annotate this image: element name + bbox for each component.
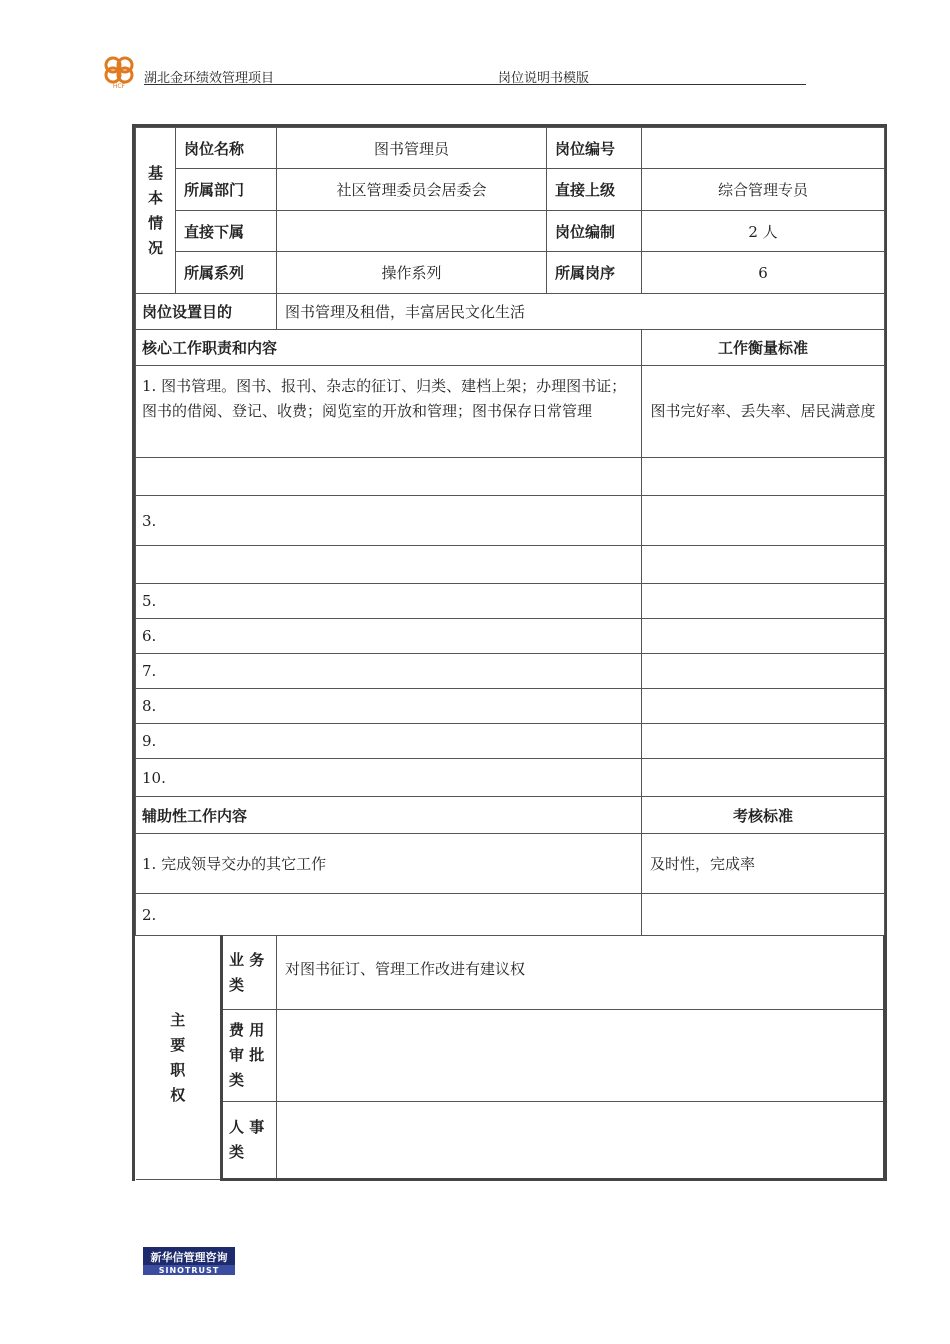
label-position-code: 岗位编号 [547, 128, 642, 169]
core-duty-5: 5. [136, 584, 642, 619]
aux-standard-2 [642, 894, 885, 936]
form-table [135, 127, 886, 1181]
value-purpose: 图书管理及租借，丰富居民文化生活 [277, 294, 885, 330]
core-duty-9: 9. [136, 724, 642, 759]
label-authority-personnel: 人 事 类 [222, 1102, 277, 1180]
aux-duty-2: 2. [136, 894, 642, 936]
label-department: 所属部门 [176, 169, 277, 211]
label-subordinates: 直接下属 [176, 211, 277, 252]
value-department: 社区管理委员会居委会 [277, 169, 547, 211]
svg-text:SINOTRUST: SINOTRUST [158, 1266, 220, 1275]
job-description-form [132, 124, 887, 1181]
aux-duty-1: 1. 完成领导交办的其它工作 [136, 834, 642, 894]
core-duty-8: 8. [136, 689, 642, 724]
core-standard-3 [642, 496, 885, 546]
label-position-name: 岗位名称 [176, 128, 277, 169]
core-standard-2 [642, 458, 885, 496]
core-standard-9 [642, 724, 885, 759]
label-direct-supervisor: 直接上级 [547, 169, 642, 211]
value-position-code [642, 128, 885, 169]
core-duties-header: 核心工作职责和内容 [136, 330, 642, 366]
core-duty-2 [136, 458, 642, 496]
label-rank: 所属岗序 [547, 252, 642, 294]
value-authority-business: 对图书征订、管理工作改进有建议权 [277, 936, 885, 1010]
core-duty-4 [136, 546, 642, 584]
value-series: 操作系列 [277, 252, 547, 294]
aux-duties-header: 辅助性工作内容 [136, 797, 642, 834]
label-authority-expense: 费 用 审 批 类 [222, 1010, 277, 1102]
aux-standard-header: 考核标准 [642, 797, 885, 834]
label-headcount: 岗位编制 [547, 211, 642, 252]
core-standard-1: 图书完好率、丢失率、居民满意度 [642, 366, 885, 458]
value-rank: 6 [642, 252, 885, 294]
label-series: 所属系列 [176, 252, 277, 294]
project-title: 湖北金环绩效管理项目 [144, 71, 275, 86]
core-standard-6 [642, 619, 885, 654]
value-authority-expense [277, 1010, 885, 1102]
authority-section-label: 主 要 职 权 [136, 936, 222, 1180]
svg-text:新华信管理咨询: 新华信管理咨询 [150, 1251, 228, 1264]
hcf-logo-icon [100, 55, 138, 89]
core-standard-5 [642, 584, 885, 619]
aux-standard-1: 及时性，完成率 [642, 834, 885, 894]
sinotrust-logo [143, 1247, 235, 1275]
sinotrust-logo-icon [143, 1247, 235, 1275]
core-standard-10 [642, 759, 885, 797]
core-duty-10: 10. [136, 759, 642, 797]
page-header [100, 55, 806, 89]
core-duty-6: 6. [136, 619, 642, 654]
basic-section-label: 基 本 情 况 [136, 128, 176, 294]
value-position-name: 图书管理员 [277, 128, 547, 169]
svg-text:HCF: HCF [112, 83, 126, 89]
label-purpose: 岗位设置目的 [136, 294, 277, 330]
label-authority-business: 业 务 类 [222, 936, 277, 1010]
core-duty-7: 7. [136, 654, 642, 689]
core-standard-7 [642, 654, 885, 689]
value-direct-supervisor: 综合管理专员 [642, 169, 885, 211]
document-title: 岗位说明书模版 [498, 71, 590, 86]
header-divider [144, 84, 806, 85]
value-headcount: 2 人 [642, 211, 885, 252]
core-duty-3: 3. [136, 496, 642, 546]
core-standard-header: 工作衡量标准 [642, 330, 885, 366]
value-subordinates [277, 211, 547, 252]
core-standard-8 [642, 689, 885, 724]
core-duty-1: 1. 图书管理。图书、报刊、杂志的征订、归类、建档上架；办理图书证；图书的借阅、登记、收费；阅览室的开放和管理；图书保存日常管理 [136, 366, 642, 458]
core-standard-4 [642, 546, 885, 584]
value-authority-personnel [277, 1102, 885, 1180]
